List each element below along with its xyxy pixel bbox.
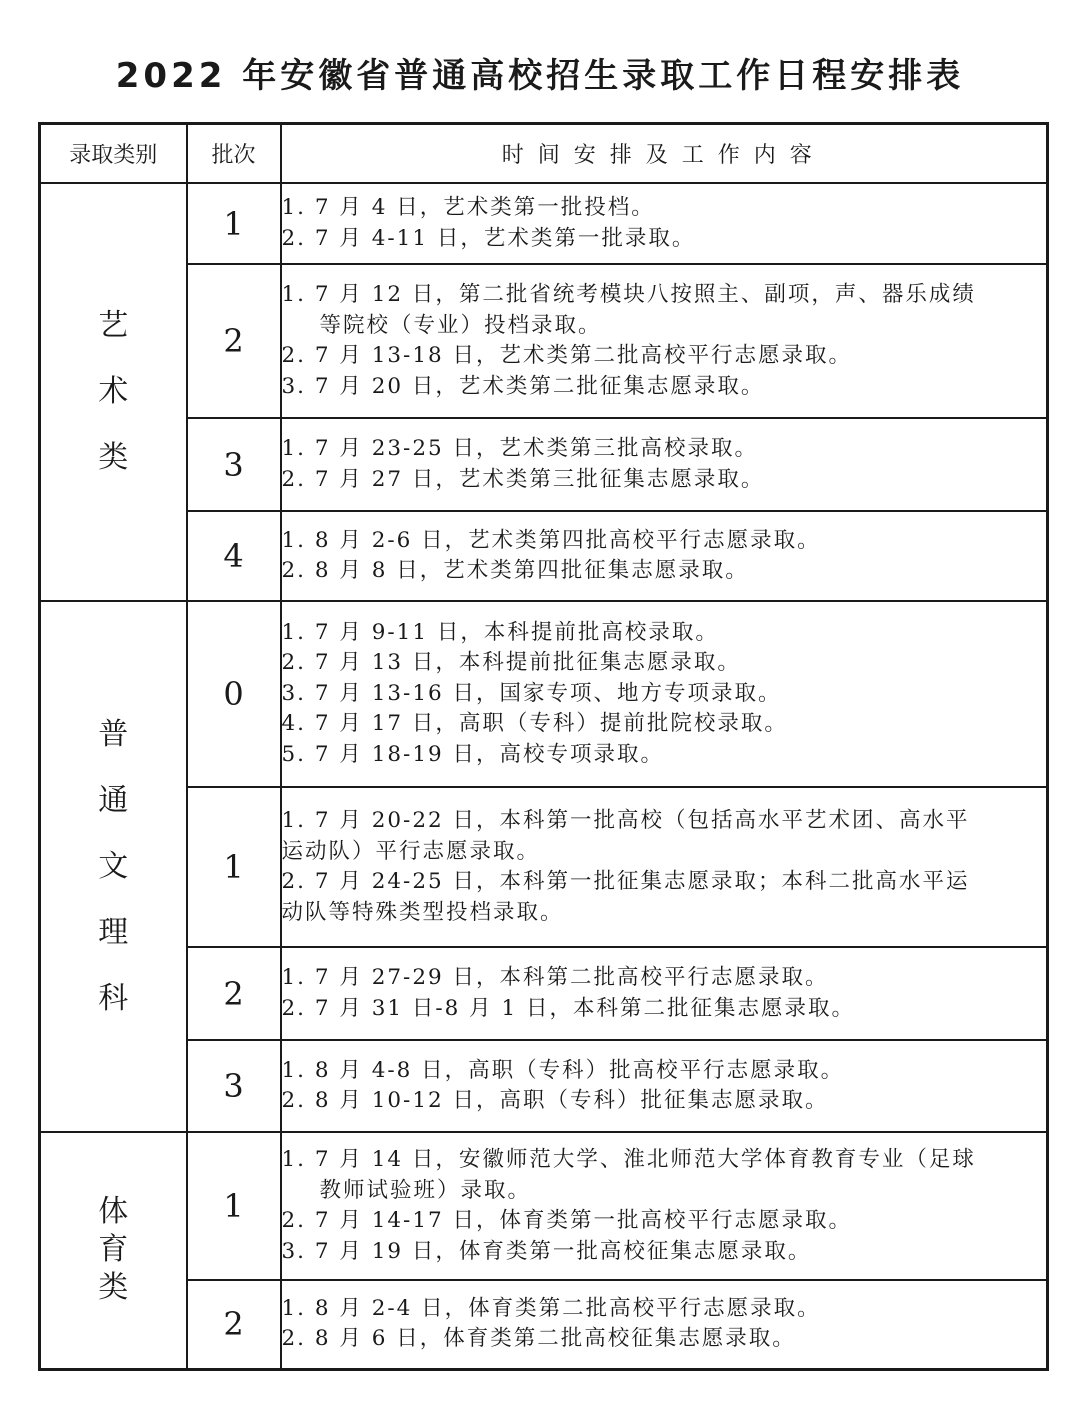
batch-cell: 2 — [187, 947, 281, 1040]
table-row — [40, 1132, 1048, 1280]
content-line: 3. 7 月 13-16 日，国家专项、地方专项录取。 — [281, 680, 782, 706]
category-cell — [40, 1132, 187, 1369]
content-line: 2. 7 月 13-18 日，艺术类第二批高校平行志愿录取。 — [281, 343, 853, 368]
content-line: 5. 7 月 18-19 日，高校专项录取。 — [281, 741, 665, 767]
content-line: 运动队）平行志愿录取。 — [281, 838, 541, 864]
content-line: 2. 7 月 31 日-8 月 1 日，本科第二批征集志愿录取。 — [281, 995, 856, 1021]
content-line: 1. 7 月 27-29 日，本科第二批高校平行志愿录取。 — [281, 965, 829, 990]
batch-cell: 4 — [187, 511, 281, 601]
content-line: 1. 7 月 23-25 日，艺术类第三批高校录取。 — [281, 436, 759, 461]
content-cell — [281, 601, 1048, 787]
content-line: 2. 7 月 4-11 日，艺术类第一批录取。 — [281, 225, 696, 251]
schedule-table — [38, 122, 1049, 1371]
header-content: 时间安排及工作内容 — [281, 124, 1048, 184]
table-row — [40, 418, 1048, 511]
content-cell — [281, 947, 1048, 1040]
category-cell — [40, 601, 187, 1132]
content-line: 3. 7 月 20 日，艺术类第二批征集志愿录取。 — [281, 373, 765, 399]
table-row — [40, 947, 1048, 1040]
content-line: 2. 7 月 13 日，本科提前批征集志愿录取。 — [281, 650, 741, 676]
batch-cell: 2 — [187, 1280, 281, 1369]
content-line: 1. 8 月 2-6 日，艺术类第四批高校平行志愿录取。 — [281, 527, 821, 553]
content-line: 等院校（专业）投档录取。 — [319, 312, 602, 338]
content-cell — [281, 418, 1048, 511]
table-row — [40, 511, 1048, 601]
content-line: 动队等特殊类型投档录取。 — [281, 899, 564, 925]
table-row — [40, 183, 1048, 264]
content-cell — [281, 787, 1048, 947]
content-cell — [281, 264, 1048, 418]
content-line: 1. 7 月 12 日，第二批省统考模块八按照主、副项，声、器乐成绩 — [281, 282, 976, 307]
header-batch: 批次 — [187, 124, 281, 184]
batch-cell: 2 — [187, 264, 281, 418]
batch-cell: 3 — [187, 418, 281, 511]
content-cell — [281, 1132, 1048, 1280]
header-row — [40, 124, 1048, 184]
batch-cell: 1 — [187, 183, 281, 264]
content-line: 1. 7 月 14 日，安徽师范大学、淮北师范大学体育教育专业（足球 — [281, 1147, 976, 1172]
content-line: 3. 7 月 19 日，体育类第一批高校征集志愿录取。 — [281, 1238, 812, 1264]
content-cell — [281, 511, 1048, 601]
batch-cell: 3 — [187, 1040, 281, 1132]
content-line: 1. 7 月 4 日，艺术类第一批投档。 — [281, 195, 655, 220]
content-line: 2. 7 月 24-25 日，本科第一批征集志愿录取；本科二批高水平运 — [281, 869, 970, 894]
content-cell — [281, 1040, 1048, 1132]
table-row — [40, 1040, 1048, 1132]
content-cell — [281, 1280, 1048, 1369]
content-line: 2. 7 月 27 日，艺术类第三批征集志愿录取。 — [281, 466, 765, 492]
page-title: 2022 年安徽省普通高校招生录取工作日程安排表 — [115, 56, 965, 96]
content-line: 1. 7 月 20-22 日，本科第一批高校（包括高水平艺术团、高水平 — [281, 808, 970, 833]
header-category: 录取类别 — [40, 124, 187, 184]
content-cell — [281, 183, 1048, 264]
content-line: 1. 7 月 9-11 日，本科提前批高校录取。 — [281, 619, 719, 645]
content-line: 教师试验班）录取。 — [319, 1177, 532, 1203]
content-line: 2. 8 月 10-12 日，高职（专科）批征集志愿录取。 — [281, 1088, 829, 1113]
content-line: 2. 7 月 14-17 日，体育类第一批高校平行志愿录取。 — [281, 1208, 853, 1233]
content-line: 2. 8 月 8 日，艺术类第四批征集志愿录取。 — [281, 558, 749, 583]
content-line: 1. 8 月 2-4 日，体育类第二批高校平行志愿录取。 — [281, 1295, 821, 1321]
content-line: 2. 8 月 6 日，体育类第二批高校征集志愿录取。 — [281, 1326, 796, 1352]
batch-cell: 1 — [187, 787, 281, 947]
category-label: 艺术类 — [98, 308, 129, 475]
content-line: 4. 7 月 17 日，高职（专科）提前批院校录取。 — [281, 711, 788, 737]
batch-cell: 0 — [187, 601, 281, 787]
table-row — [40, 264, 1048, 418]
category-label: 体育类 — [98, 1194, 129, 1306]
batch-cell: 1 — [187, 1132, 281, 1280]
table-row — [40, 601, 1048, 787]
table-row — [40, 787, 1048, 947]
content-line: 1. 8 月 4-8 日，高职（专科）批高校平行志愿录取。 — [281, 1057, 845, 1083]
category-cell — [40, 183, 187, 601]
table-row — [40, 1280, 1048, 1369]
category-label: 普通文理科 — [98, 716, 129, 1016]
